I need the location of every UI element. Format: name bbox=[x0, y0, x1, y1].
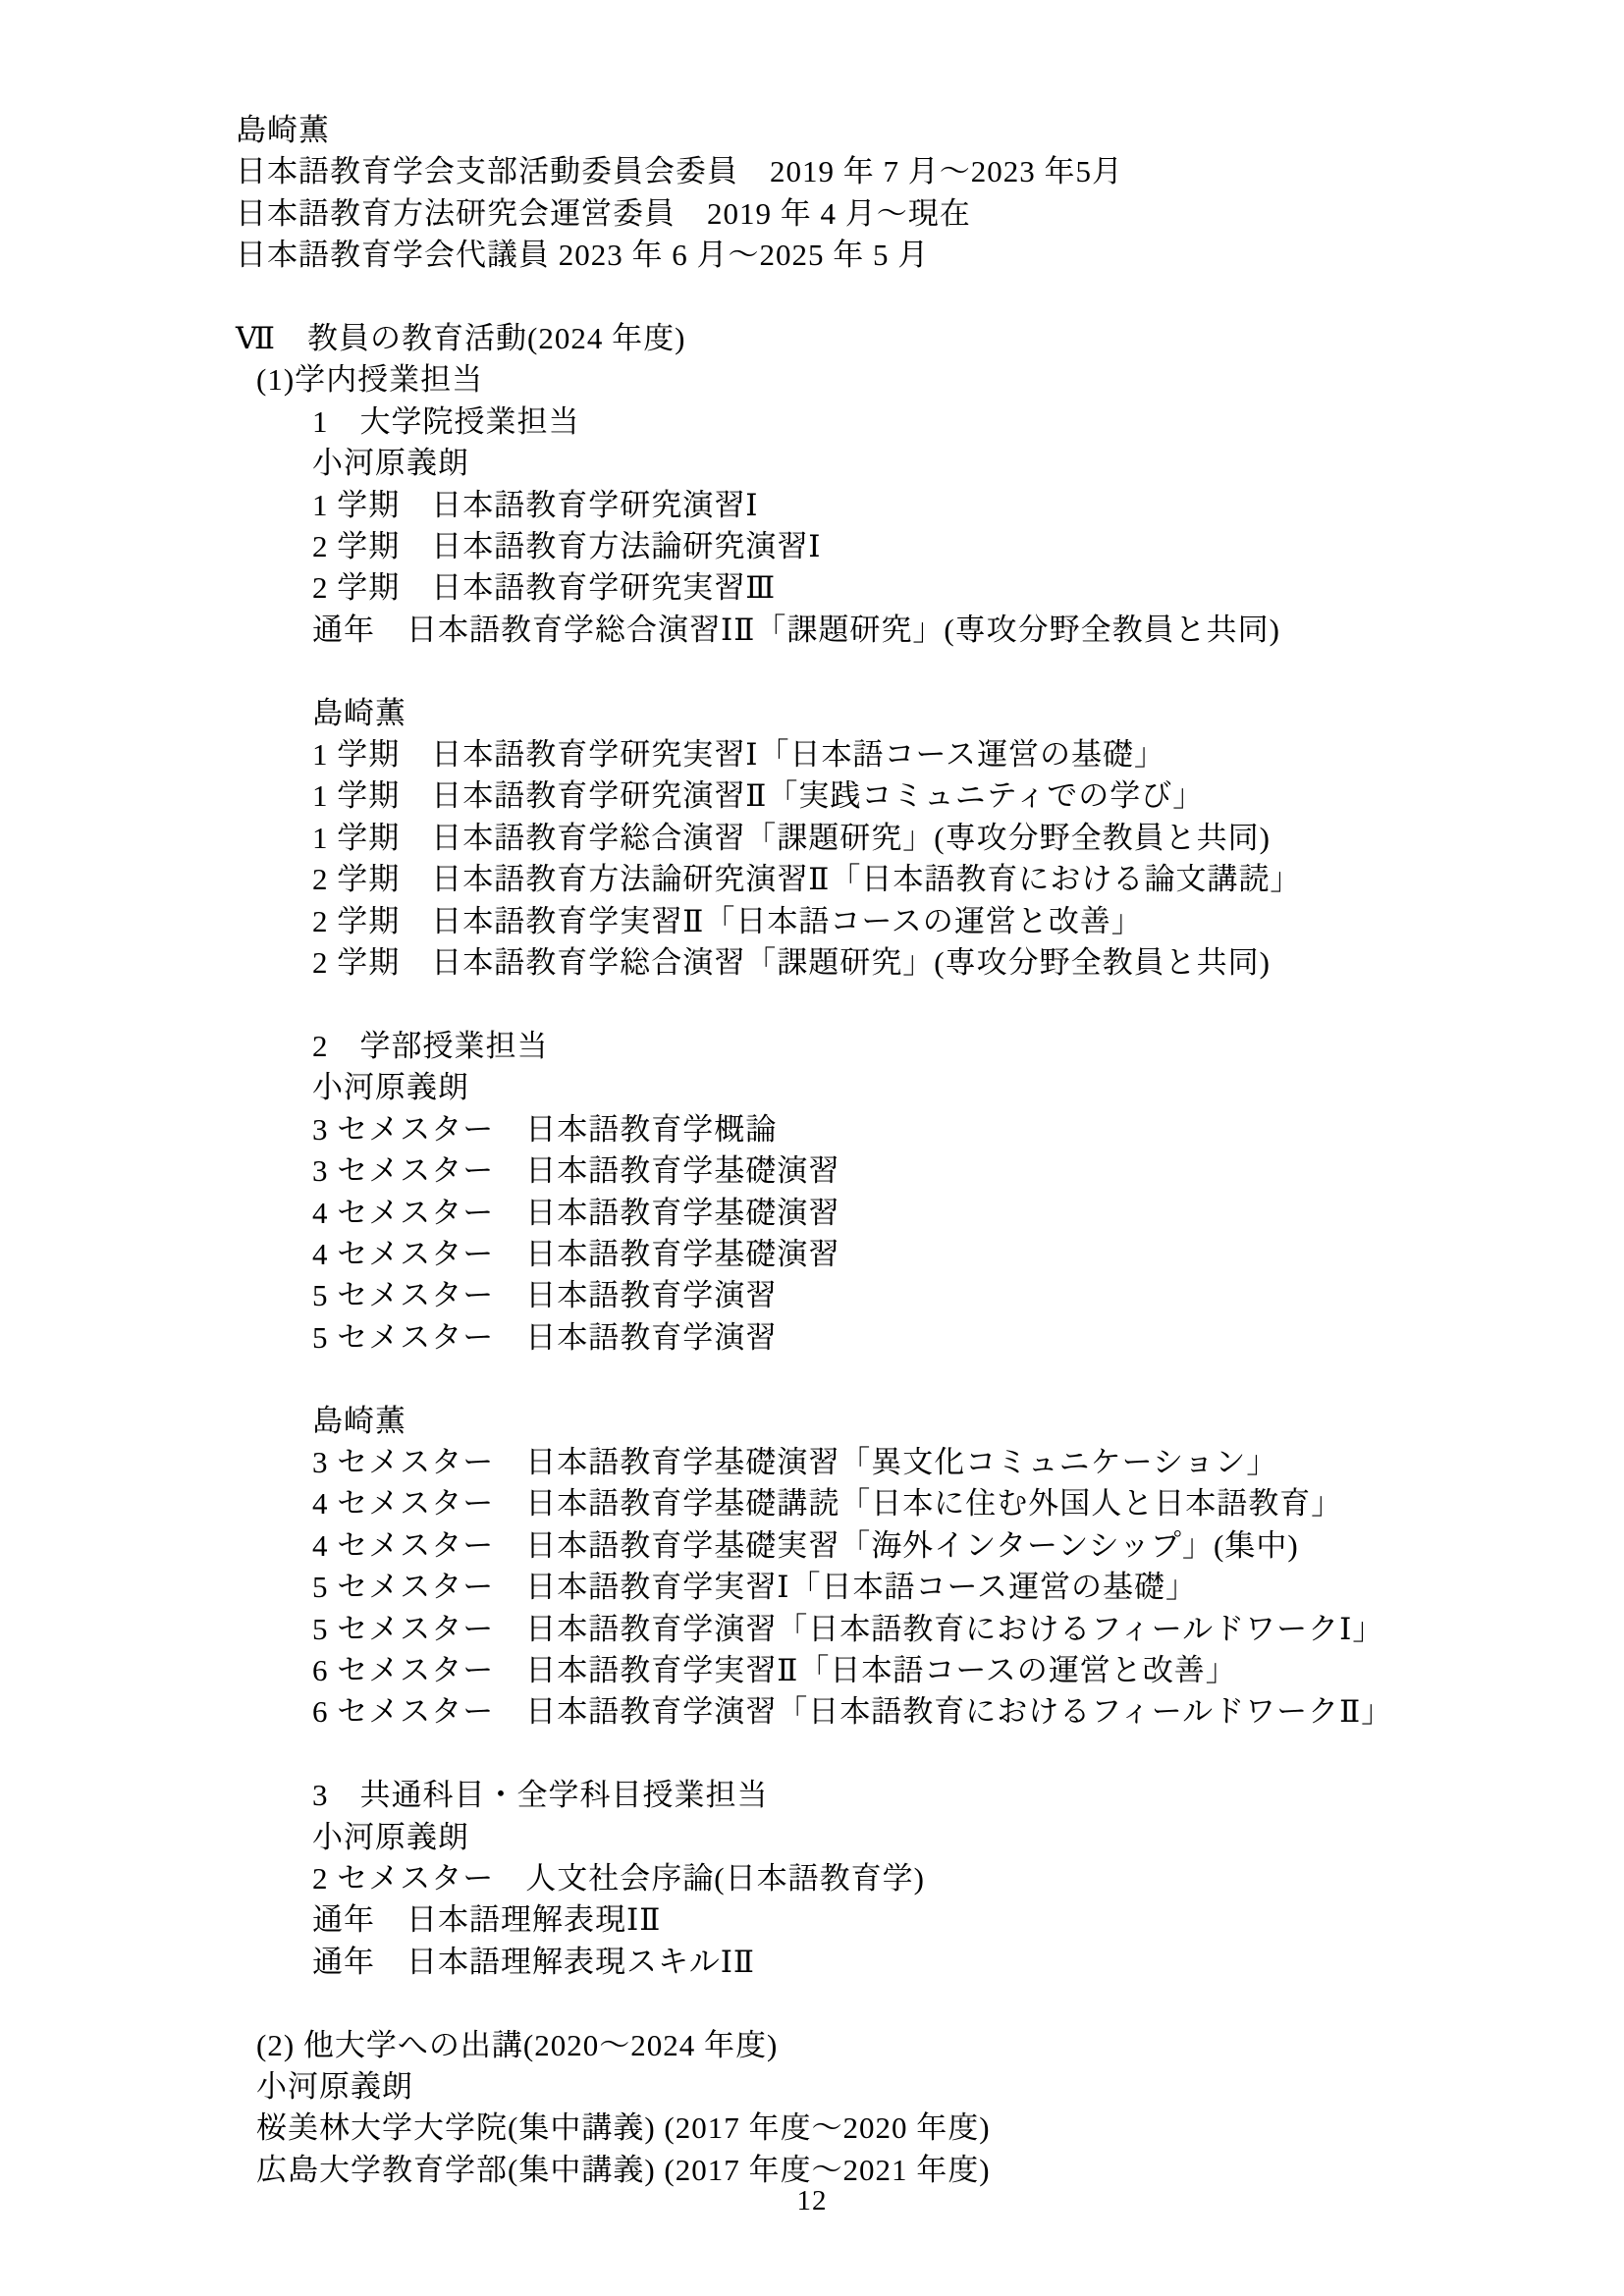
text-line: 6 セメスター 日本語教育学演習「日本語教育におけるフィールドワークⅡ」 bbox=[312, 1694, 1393, 1730]
text-line: 2 学期 日本語教育学総合演習「課題研究」(専攻分野全教員と共同) bbox=[312, 945, 1271, 981]
text-line: Ⅶ 教員の教育活動(2024 年度) bbox=[236, 321, 686, 356]
text-line: 3 セメスター 日本語教育学基礎演習「異文化コミュニケーション」 bbox=[312, 1444, 1278, 1479]
text-line: 4 セメスター 日本語教育学基礎演習 bbox=[312, 1236, 840, 1271]
text-line: (2) 他大学への出講(2020～2024 年度) bbox=[256, 2027, 779, 2062]
document-body bbox=[236, 110, 1565, 2191]
text-line: 1 学期 日本語教育学研究演習Ⅰ bbox=[312, 487, 759, 522]
text-line: 日本語教育学会代議員 2023 年 6 月～2025 年 5 月 bbox=[236, 238, 930, 273]
text-line: 2 セメスター 人文社会序論(日本語教育学) bbox=[312, 1860, 925, 1896]
text-line: 通年 日本語理解表現ⅠⅡ bbox=[312, 1902, 662, 1938]
text-line: 通年 日本語教育学総合演習ⅠⅡ「課題研究」(専攻分野全教員と共同) bbox=[312, 612, 1280, 647]
text-line: 小河原義朗 bbox=[312, 446, 469, 481]
text-line: 2 学期 日本語教育方法論研究演習Ⅰ bbox=[312, 529, 822, 564]
text-line: 2 学期 日本語教育方法論研究演習Ⅱ「日本語教育における論文講読」 bbox=[312, 862, 1302, 897]
text-line: 1 学期 日本語教育学総合演習「課題研究」(専攻分野全教員と共同) bbox=[312, 820, 1271, 855]
text-line: 島崎薫 bbox=[312, 695, 406, 730]
text-line: 5 セメスター 日本語教育学演習 bbox=[312, 1278, 778, 1313]
text-line: 2 学期 日本語教育学実習Ⅱ「日本語コースの運営と改善」 bbox=[312, 903, 1143, 938]
text-line: 小河原義朗 bbox=[256, 2069, 413, 2104]
text-line: 4 セメスター 日本語教育学基礎講読「日本に住む外国人と日本語教育」 bbox=[312, 1486, 1343, 1522]
text-line: 広島大学教育学部(集中講義) (2017 年度～2021 年度) bbox=[256, 2152, 991, 2187]
text-line: 4 セメスター 日本語教育学基礎実習「海外インターンシップ」(集中) bbox=[312, 1527, 1299, 1563]
blank-line bbox=[236, 1359, 1565, 1400]
text-line: 1 学期 日本語教育学研究演習Ⅱ「実践コミュニティでの学び」 bbox=[312, 778, 1205, 814]
text-line: 桜美林大学大学院(集中講義) (2017 年度～2020 年度) bbox=[256, 2110, 991, 2146]
text-line: 1 大学院授業担当 bbox=[312, 403, 580, 439]
text-line: 日本語教育方法研究会運営委員 2019 年 4 月～現在 bbox=[236, 195, 971, 231]
text-line: 3 共通科目・全学科目授業担当 bbox=[312, 1778, 769, 1813]
text-line: 6 セメスター 日本語教育学実習Ⅱ「日本語コースの運営と改善」 bbox=[312, 1652, 1237, 1687]
blank-line bbox=[236, 651, 1565, 692]
blank-line bbox=[236, 1983, 1565, 2024]
page-number: 12 bbox=[796, 2185, 828, 2216]
blank-line bbox=[236, 1734, 1565, 1775]
text-line: 3 セメスター 日本語教育学概論 bbox=[312, 1111, 778, 1147]
text-line: 5 セメスター 日本語教育学実習Ⅰ「日本語コース運営の基礎」 bbox=[312, 1570, 1197, 1605]
text-line: 小河原義朗 bbox=[312, 1819, 469, 1854]
text-line: 2 学期 日本語教育学研究実習Ⅲ bbox=[312, 570, 777, 606]
blank-line bbox=[236, 985, 1565, 1026]
text-line: 日本語教育学会支部活動委員会委員 2019 年 7 月～2023 年5月 bbox=[236, 154, 1123, 189]
text-line: 通年 日本語理解表現スキルⅠⅡ bbox=[312, 1944, 756, 1979]
text-line: 小河原義朗 bbox=[312, 1070, 469, 1105]
text-line: 3 セメスター 日本語教育学基礎演習 bbox=[312, 1153, 840, 1189]
text-line: (1)学内授業担当 bbox=[256, 362, 484, 398]
text-line: 2 学部授業担当 bbox=[312, 1028, 549, 1063]
text-line: 島崎薫 bbox=[312, 1403, 406, 1438]
text-line: 5 セメスター 日本語教育学演習「日本語教育におけるフィールドワークⅠ」 bbox=[312, 1611, 1384, 1646]
blank-line bbox=[236, 277, 1565, 318]
text-line: 島崎薫 bbox=[236, 113, 330, 147]
text-line: 1 学期 日本語教育学研究実習Ⅰ「日本語コース運営の基礎」 bbox=[312, 737, 1165, 773]
text-line: 5 セメスター 日本語教育学演習 bbox=[312, 1319, 778, 1355]
text-line: 4 セメスター 日本語教育学基礎演習 bbox=[312, 1195, 840, 1230]
